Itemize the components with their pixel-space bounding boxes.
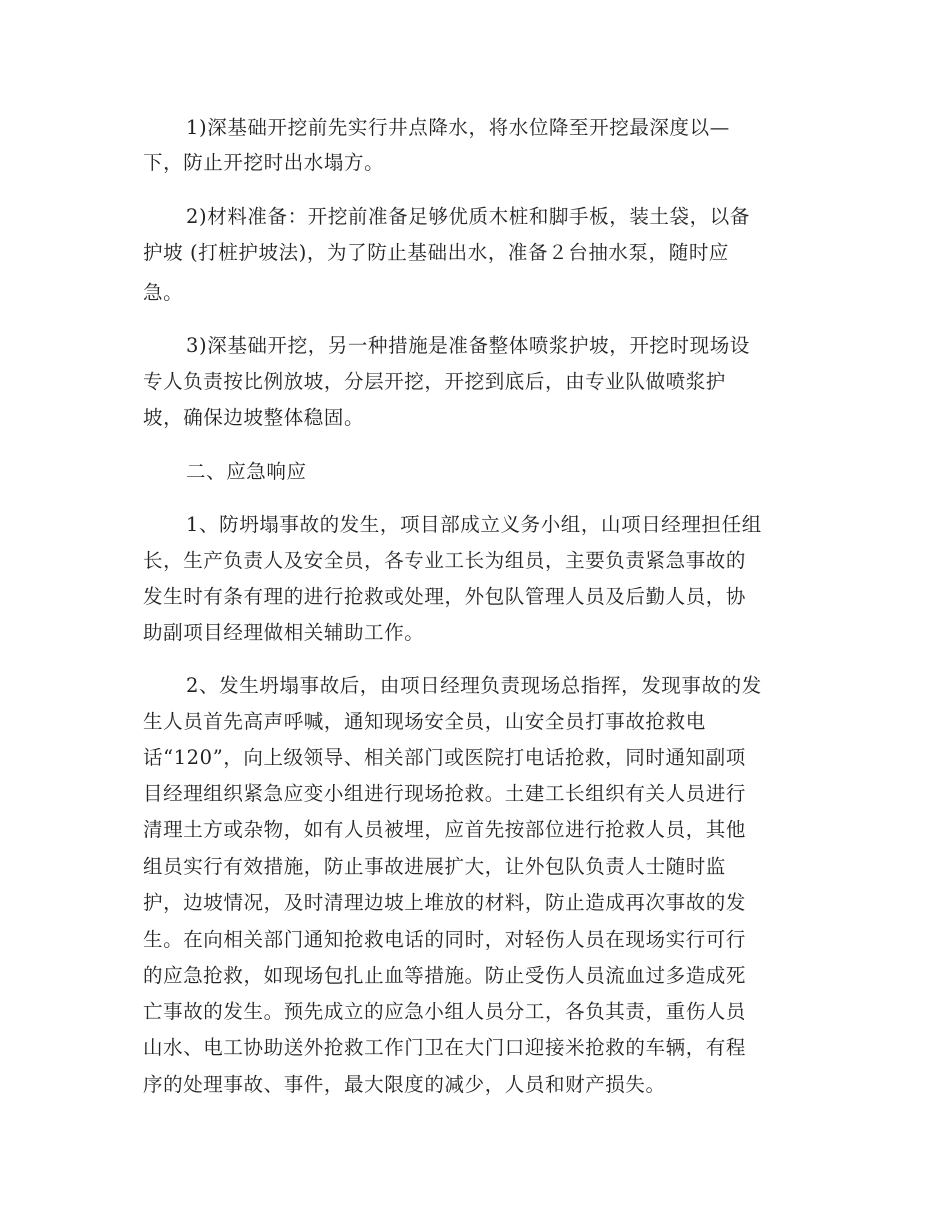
paragraph-2-line-1: 2)材料准备：开挖前准备足够优质木桩和脚手板，装土袋，以备 (186, 205, 750, 228)
paragraph-2-line-3: 急。 (143, 281, 184, 304)
paragraph-6-line-2: 生人员首先高声呼喊，通知现场安全员，山安全员打事故抢救电 (143, 710, 706, 733)
paragraph-6-line-1: 2、发生坍塌事故后，由项日经理负责现场总指挥，发现事故的发 (186, 674, 762, 697)
paragraph-1-line-2: 下，防止开挖时出水塌方。 (143, 151, 385, 174)
paragraph-5-line-3: 发生时有条有理的进行抢救或处理，外包队管理人员及后勤人员，协 (143, 585, 747, 608)
section-heading-text: 二、应急响应 (186, 460, 307, 483)
paragraph-5-line-1: 1、防坍塌事故的发生，项目部成立义务小组，山项日经理担任组 (186, 513, 762, 536)
paragraph-6-line-6: 组员实行有效措施，防止事故进展扩大，让外包队负责人士随时监 (143, 855, 726, 878)
paragraph-1-line-1: 1)深基础开挖前先实行井点降水，将水位降至开挖最深度以— (186, 116, 730, 139)
paragraph-6-line-11: 山水、电工协助送外抢救工作门卫在大门口迎接米抢救的车辆，有程 (143, 1036, 747, 1059)
paragraph-6-line-7: 护，边坡情况，及时清理边坡上堆放的材料，防止造成再次事故的发 (143, 891, 747, 914)
paragraph-6-line-10: 亡事故的发生。预先成立的应急小组人员分工，各负其责，重伤人员 (143, 1000, 747, 1023)
paragraph-3-line-3: 坡，确保边坡整体稳固。 (143, 406, 365, 429)
paragraph-6-line-9: 的应急抢救，如现场包扎止血等措施。防止受伤人员流血过多造成死 (143, 964, 747, 987)
paragraph-5-line-2: 长，生产负责人及安全员，各专业工长为组员，主要负责紧急事故的 (143, 549, 747, 572)
paragraph-6-line-3: 话“120”，向上级领导、相关部门或医院打电话抢救，同时通知副项 (143, 746, 746, 769)
paragraph-3-line-2: 专人负责按比例放坡，分层开挖，开挖到底后，由专业队做喷浆护 (143, 370, 726, 393)
paragraph-3-line-1: 3)深基础开挖，另一种措施是准备整体喷浆护坡，开挖时现场设 (186, 334, 750, 357)
paragraph-6-line-8: 生。在向相关部门通知抢救电话的同时，对轻伤人员在现场实行可行 (143, 928, 747, 951)
paragraph-6-line-12: 序的处理事故、事件，最大限度的减少，人员和财产损失。 (143, 1073, 666, 1096)
paragraph-5-line-4: 助副项目经理做相关辅助工作。 (143, 621, 425, 644)
paragraph-6-line-5: 清理土方或杂物，如有人员被埋，应首先按部位进行抢救人员，其他 (143, 818, 747, 841)
paragraph-6-line-4: 目经理组织紧急应变小组进行现场抢救。土建工长组织有关人员进行 (143, 782, 747, 805)
paragraph-2-line-2: 护坡 (打桩护坡法)，为了防止基础出水，准备２台抽水泵，随时应 (143, 241, 730, 264)
